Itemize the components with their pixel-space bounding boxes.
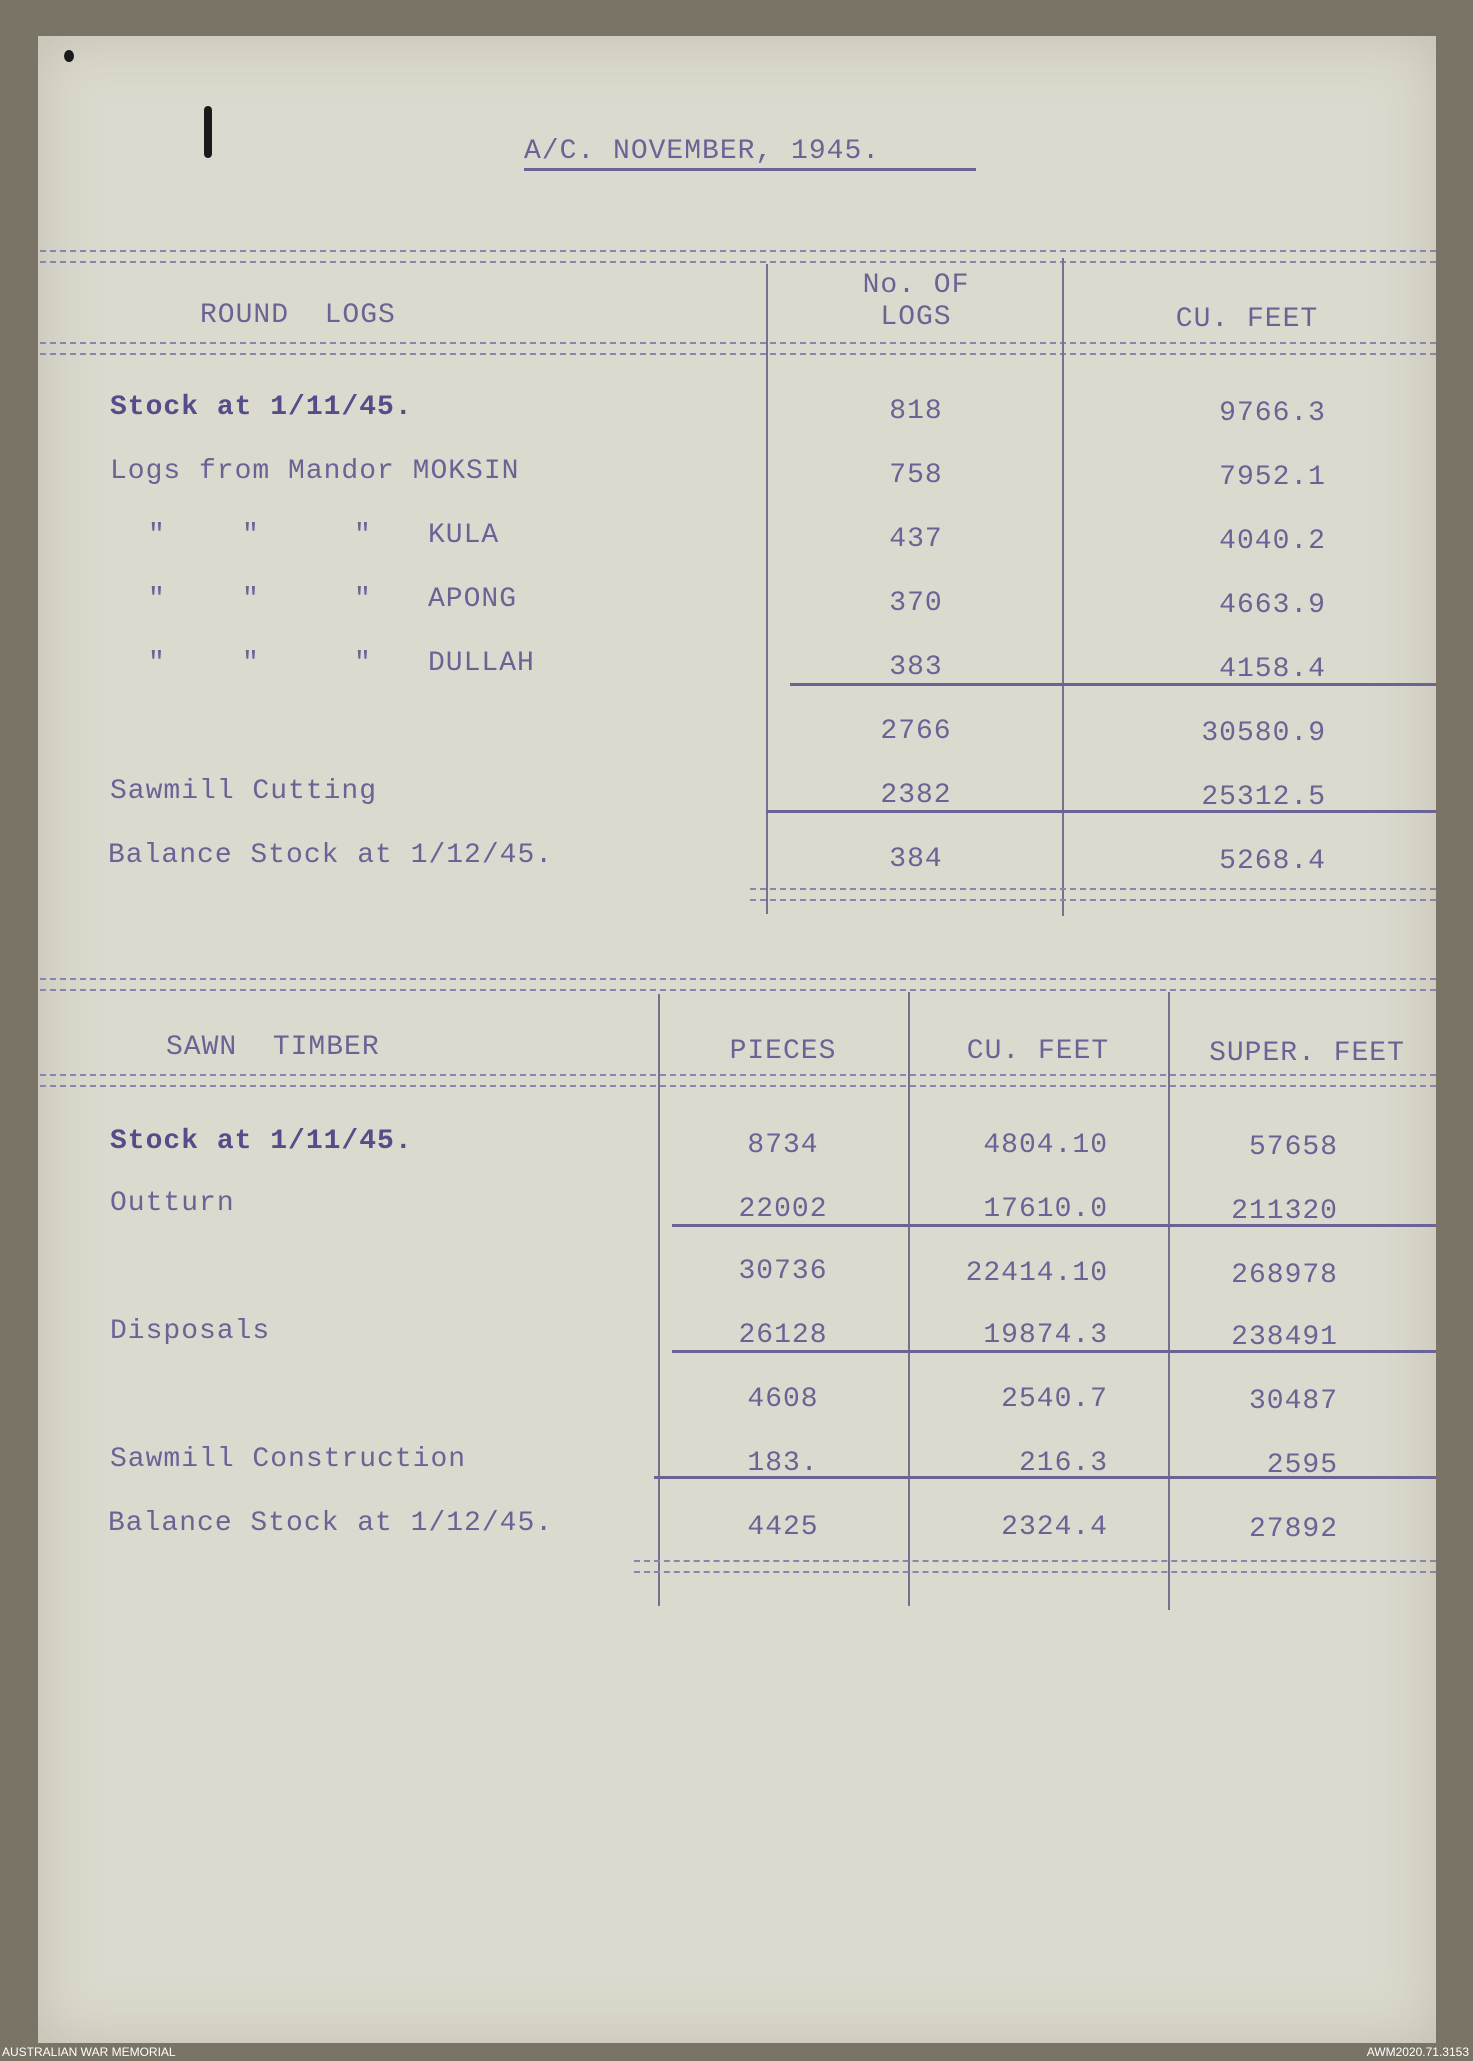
ditto-mark: " xyxy=(242,520,260,551)
double-rule xyxy=(40,978,1436,991)
row-label: Balance Stock at 1/12/45. xyxy=(108,840,554,871)
subtotal-rule xyxy=(654,1476,1436,1479)
ditto-mark: " xyxy=(148,584,166,615)
cell-cuft: 5268.4 xyxy=(1219,846,1326,877)
cell-pieces: 4608 xyxy=(747,1384,819,1415)
ditto-mark: " xyxy=(354,520,372,551)
header-pieces: PIECES xyxy=(729,1036,837,1067)
cell-logs: 370 xyxy=(889,588,943,619)
row-label: Stock at 1/11/45. xyxy=(110,392,413,423)
ditto-mark: " xyxy=(354,584,372,615)
title-underline xyxy=(524,168,976,171)
cell-cuft: 22414.10 xyxy=(965,1258,1108,1289)
cell-super: 57658 xyxy=(1248,1132,1338,1163)
row-label: Outturn xyxy=(110,1188,235,1219)
cell-cuft: 4040.2 xyxy=(1219,526,1326,557)
double-rule xyxy=(40,250,1436,263)
cell-pieces: 183. xyxy=(747,1448,819,1479)
row-name: APONG xyxy=(428,584,518,615)
header-no-of: No. OF xyxy=(862,270,970,301)
cell-logs: 2382 xyxy=(880,780,952,811)
page-title: A/C. NOVEMBER, 1945. xyxy=(524,136,881,167)
footer-accession: AWM2020.71.3153 xyxy=(1366,2045,1469,2059)
header-logs: LOGS xyxy=(880,302,952,333)
subtotal-rule xyxy=(790,683,1436,686)
double-rule xyxy=(40,342,1436,355)
section-label-round-logs: ROUND LOGS xyxy=(200,300,396,331)
row-label: Balance Stock at 1/12/45. xyxy=(108,1508,554,1539)
cell-super: 2595 xyxy=(1266,1450,1338,1481)
cell-cuft: 17610.0 xyxy=(983,1194,1108,1225)
row-name: KULA xyxy=(428,520,500,551)
cell-logs: 758 xyxy=(889,460,943,491)
cell-super: 30487 xyxy=(1248,1386,1338,1417)
header-cu-feet: CU. FEET xyxy=(966,1036,1110,1067)
ink-mark xyxy=(204,106,212,158)
ditto-mark: " xyxy=(242,648,260,679)
cell-cuft: 25312.5 xyxy=(1201,782,1326,813)
cell-logs: 384 xyxy=(889,844,943,875)
cell-cuft: 4158.4 xyxy=(1219,654,1326,685)
double-rule xyxy=(40,1074,1436,1087)
row-label: Disposals xyxy=(110,1316,271,1347)
row-label: Logs from Mandor MOKSIN xyxy=(110,456,520,487)
column-divider xyxy=(1168,992,1170,1610)
ditto-mark: " xyxy=(148,520,166,551)
column-divider xyxy=(1062,258,1064,916)
cell-pieces: 4425 xyxy=(747,1512,819,1543)
cell-cuft: 4663.9 xyxy=(1219,590,1326,621)
cell-cuft: 7952.1 xyxy=(1219,462,1326,493)
cell-cuft: 30580.9 xyxy=(1201,718,1326,749)
row-label: Stock at 1/11/45. xyxy=(110,1126,413,1157)
cell-logs: 437 xyxy=(889,524,943,555)
ditto-mark: " xyxy=(242,584,260,615)
row-name: DULLAH xyxy=(428,648,535,679)
header-super-feet: SUPER. FEET xyxy=(1209,1038,1405,1069)
cell-pieces: 22002 xyxy=(738,1194,828,1225)
row-label: Sawmill Construction xyxy=(110,1444,467,1475)
cell-cuft: 2540.7 xyxy=(1001,1384,1108,1415)
ink-blot xyxy=(64,50,74,62)
double-rule xyxy=(634,1560,1436,1573)
cell-super: 211320 xyxy=(1231,1196,1338,1227)
document-page xyxy=(38,36,1436,2043)
section-label-sawn-timber: SAWN TIMBER xyxy=(166,1032,380,1063)
column-divider xyxy=(908,992,910,1606)
column-divider xyxy=(658,994,660,1606)
cell-super: 27892 xyxy=(1248,1514,1338,1545)
cell-logs: 383 xyxy=(889,652,943,683)
cell-cuft: 4804.10 xyxy=(983,1130,1108,1161)
subtotal-rule xyxy=(766,810,1436,813)
footer-credit: AUSTRALIAN WAR MEMORIAL xyxy=(2,2045,176,2059)
cell-pieces: 26128 xyxy=(738,1320,828,1351)
ditto-mark: " xyxy=(148,648,166,679)
cell-cuft: 2324.4 xyxy=(1001,1512,1108,1543)
row-label: Sawmill Cutting xyxy=(110,776,378,807)
header-cu-feet: CU. FEET xyxy=(1175,304,1319,335)
cell-super: 238491 xyxy=(1231,1322,1338,1353)
subtotal-rule xyxy=(672,1350,1436,1353)
cell-pieces: 8734 xyxy=(747,1130,819,1161)
subtotal-rule xyxy=(672,1224,1436,1227)
double-rule xyxy=(750,888,1436,901)
cell-logs: 2766 xyxy=(880,716,952,747)
cell-pieces: 30736 xyxy=(738,1256,828,1287)
cell-cuft: 9766.3 xyxy=(1219,398,1326,429)
cell-cuft: 19874.3 xyxy=(983,1320,1108,1351)
cell-super: 268978 xyxy=(1231,1260,1338,1291)
cell-logs: 818 xyxy=(889,396,943,427)
cell-cuft: 216.3 xyxy=(1018,1448,1108,1479)
ditto-mark: " xyxy=(354,648,372,679)
column-divider xyxy=(766,264,768,914)
